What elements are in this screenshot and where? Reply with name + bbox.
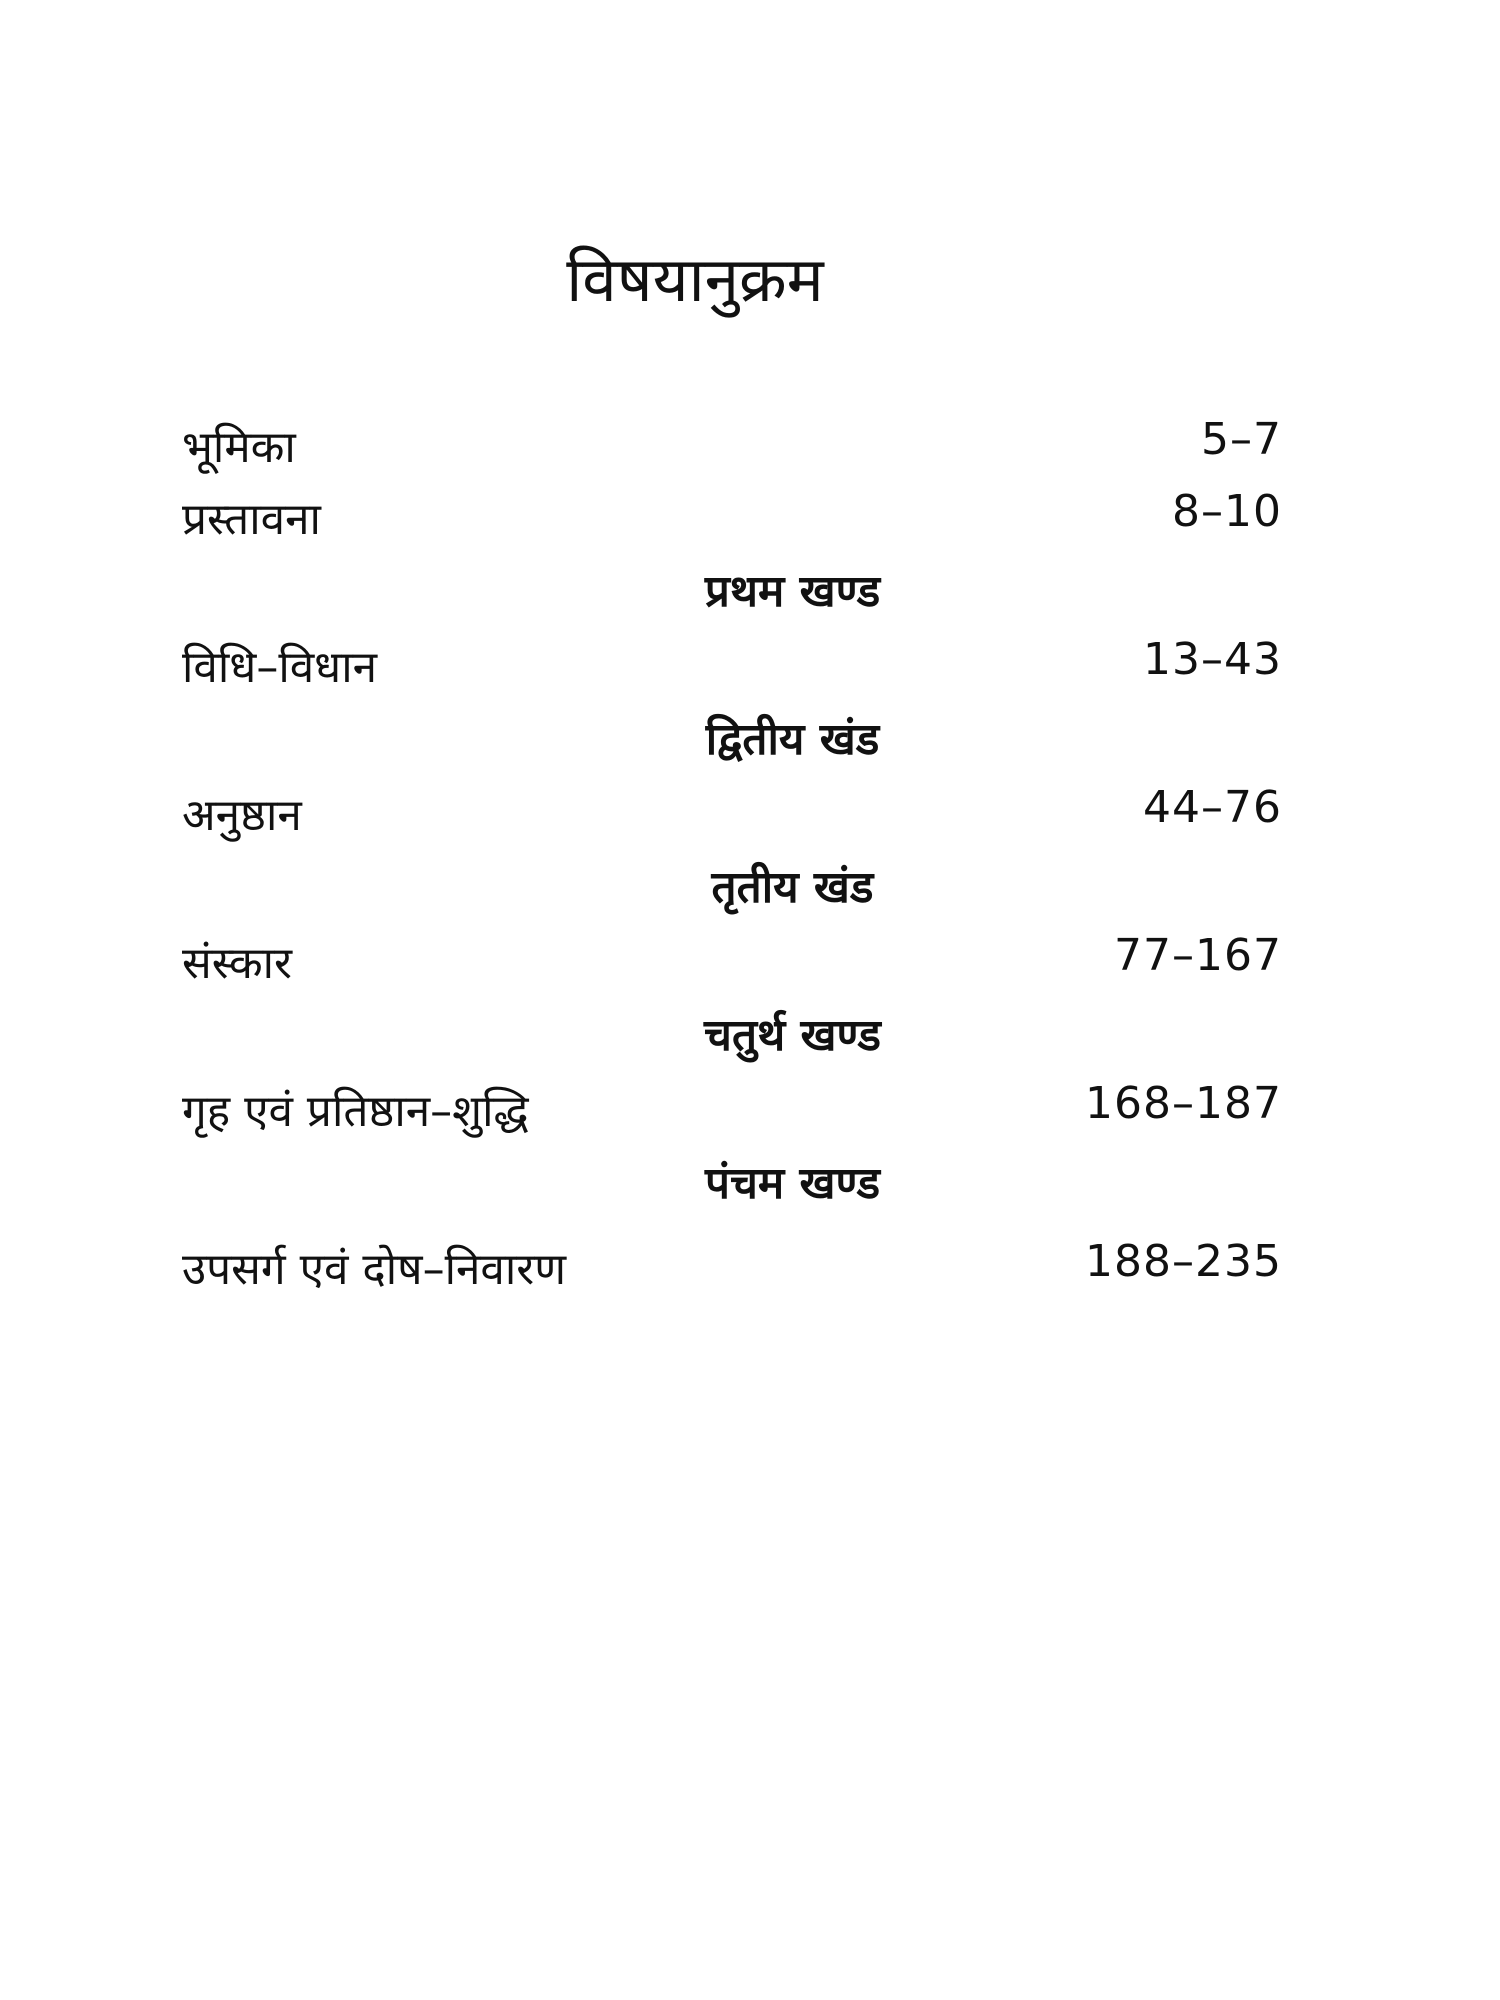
toc-entry-label: गृह एवं प्रतिष्ठान–शुद्धि — [182, 1086, 529, 1137]
toc-entry-label: विधि–विधान — [182, 642, 378, 693]
section-heading-5: पंचम खण्ड — [705, 1158, 880, 1209]
toc-entry-pages: 5–7 — [1201, 414, 1282, 465]
toc-entry-label: संस्कार — [182, 938, 293, 989]
toc-entry-label: भूमिका — [182, 422, 296, 473]
toc-entry-pages: 44–76 — [1143, 782, 1282, 833]
toc-entry-bhumika[interactable] — [182, 414, 1282, 488]
toc-entry-sanskar[interactable] — [182, 930, 1282, 1004]
section-heading-2: द्वितीय खंड — [705, 714, 880, 765]
toc-entry-pages: 188–235 — [1085, 1236, 1282, 1287]
toc-entry-label: अनुष्ठान — [182, 790, 302, 841]
toc-entry-upsarg-nivaran[interactable] — [182, 1236, 1282, 1310]
toc-entry-anushthan[interactable] — [182, 782, 1282, 856]
section-heading-4: चतुर्थ खण्ड — [704, 1010, 881, 1061]
toc-entry-vidhi-vidhan[interactable] — [182, 634, 1282, 708]
toc-entry-griha-shuddhi[interactable] — [182, 1078, 1282, 1152]
toc-entry-pages: 77–167 — [1114, 930, 1282, 981]
section-heading-1: प्रथम खण्ड — [704, 566, 881, 617]
toc-entry-prastavana[interactable] — [182, 486, 1282, 560]
toc-entry-label: उपसर्ग एवं दोष–निवारण — [182, 1244, 567, 1295]
toc-entry-pages: 168–187 — [1085, 1078, 1282, 1129]
page-title: विषयानुक्रम — [566, 243, 824, 316]
toc-entry-pages: 13–43 — [1143, 634, 1282, 685]
toc-entry-label: प्रस्तावना — [182, 494, 321, 545]
toc-entry-pages: 8–10 — [1172, 486, 1282, 537]
section-heading-3: तृतीय खंड — [711, 862, 874, 913]
